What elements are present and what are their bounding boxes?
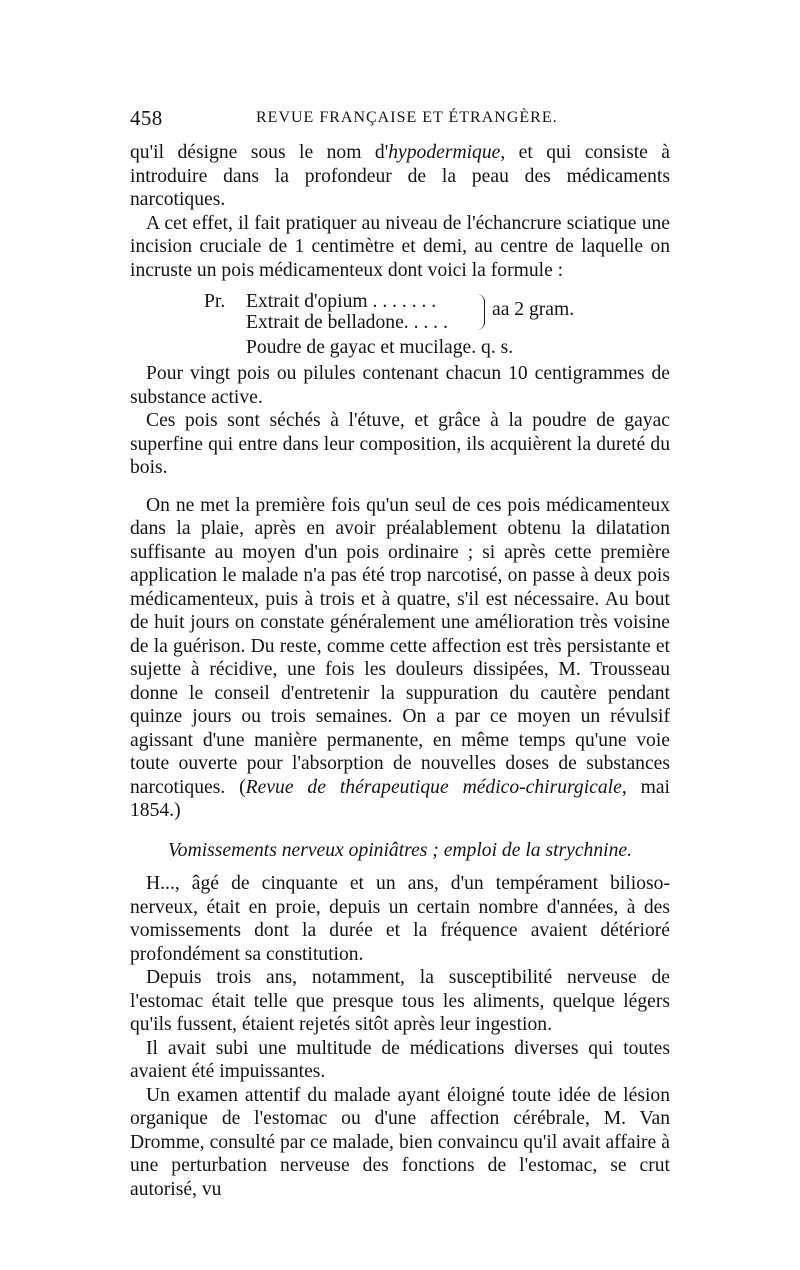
formula-opium: Extrait d'opium . . . . . . . [246,291,437,312]
formula-brace [474,294,485,330]
formula-dose: aa 2 gram. [492,299,575,320]
formula-prefix: Pr. [204,291,226,312]
paragraph-hypodermique [130,141,670,212]
p1-term: hypodermique [388,142,501,163]
formula-gayac: Poudre de gayac et mucilage. q. s. [246,337,514,358]
p1-text-pre: qu'il désigne sous le nom d' [130,142,389,163]
running-title: REVUE FRANÇAISE ET ÉTRANGÈRE. [256,109,558,126]
paragraph-estomac: Depuis trois ans, notamment, la susceptibilité nerveuse de l'estomac était telle que presque tous les aliments, quelque légers qu'ils fussent, étaient rejetés sitôt après leur ingestion. [130,967,670,1035]
section-title: Vomissements nerveux opiniâtres ; emploi de la strychnine. [168,839,632,861]
page-body [130,141,670,1201]
p1-text-post: , et qui consiste à introduire dans la profondeur de la peau des médicaments narcotiques. [130,142,670,210]
p5-end: , mai 1854.) [130,776,671,821]
paragraph-examen: Un examen attentif du malade ayant éloigné toute idée de lésion organique de l'estomac ou d'une affection cérébrale, M. Van Dromme, consulté par ce malade, bien convaincu qu'il avait affaire à une perturbation nerveuse des fonctions de l'estomac, se crut autorisé, vu [130,1084,670,1200]
paragraph-medications: Il avait subi une multitude de médications diverses qui toutes avaient été impuissantes. [130,1037,670,1082]
paragraph-traitement [130,494,670,823]
paragraph-pilules: Pour vingt pois ou pilules contenant chacun 10 centigrammes de substance active. [130,363,670,408]
page-header [130,106,670,136]
page-number: 458 [130,106,163,130]
paragraph-incision: A cet effet, il fait pratiquer au niveau de l'échancrure sciatique une incision cruciale de 1 centimètre et demi, au centre de laquelle on incruste un pois médicamenteux dont voici la formule : [130,212,670,281]
paragraph-sechage: Ces pois sont séchés à l'étuve, et grâce à la poudre de gayac superfine qui entre dans leur composition, ils acquièrent la dureté du bois. [130,410,670,478]
formula-block [130,290,670,362]
p5-text: On ne met la première fois qu'un seul de ces pois médicamenteux dans la plaie, après en avoir préalablement obtenu la dilatation suffisante au moyen d'un pois ordinaire ; si après cette première application le malade n'a pas été trop narcotisé, on passe à deux pois médicamenteux, puis à trois et à quatre, s'il est nécessaire. Au bout de huit jours on constate généralement une amélioration très voisine de la guérison. Du reste, comme cette affection est très persistante et sujette à récidive, une fois les douleurs dissipées, M. Trousseau donne le conseil d'entretenir la suppuration du cautère pendant quinze jours ou trois semaines. On a par ce moyen un révulsif agissant d'une manière permanente, en même temps qu'une voie toute ouverte pour l'absorption de nouvelles doses de substances narcotiques. ( [130,494,670,798]
formula-belladone: Extrait de belladone. . . . . [246,312,448,333]
p5-source: Revue de thérapeutique médico-chirurgicale [245,776,622,798]
paragraph-patient: H..., âgé de cinquante et un ans, d'un tempérament bilioso-nerveux, était en proie, depuis un certain nombre d'années, à des vomissements dont la durée et la fréquence avaient détérioré profondément sa constitution. [130,873,670,965]
